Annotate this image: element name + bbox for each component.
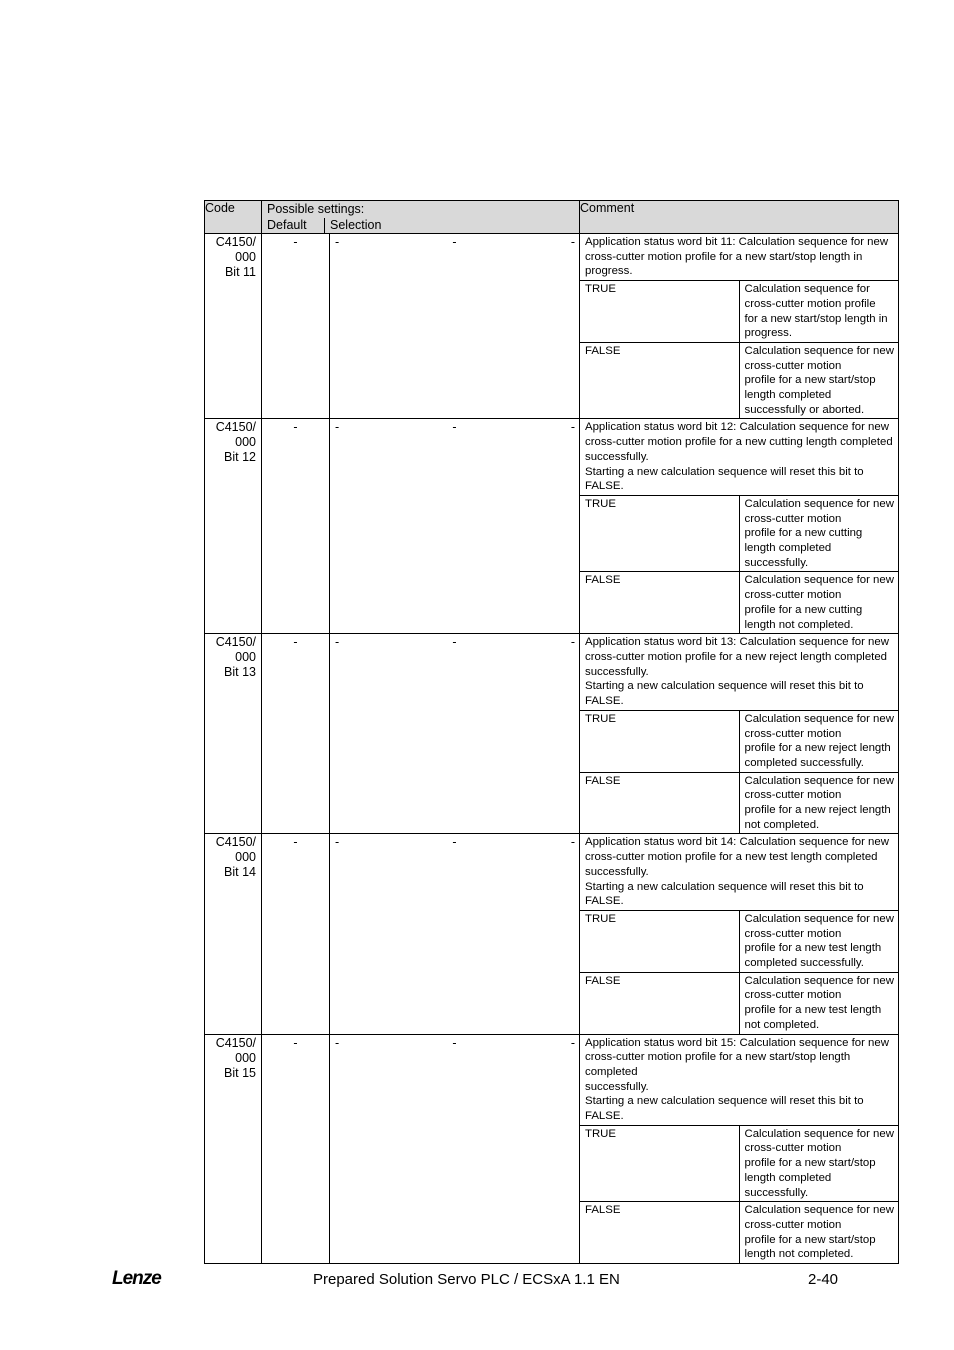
comment-description bbox=[580, 419, 898, 495]
comment-line: cross-cutter motion profile for a new start/stop length in progress. bbox=[585, 250, 863, 278]
true-line: profile for a new reject length completed successfully. bbox=[744, 742, 891, 769]
selection-cell: - bbox=[489, 1034, 580, 1264]
comment-line: Starting a new calculation sequence will reset this bit to FALSE. bbox=[585, 465, 864, 493]
false-line: profile for a new reject length not completed. bbox=[744, 804, 891, 831]
false-line: profile for a new cutting length not completed. bbox=[744, 603, 863, 631]
selection-cell: - bbox=[330, 419, 421, 634]
code-line: 000 bbox=[235, 650, 256, 665]
false-row bbox=[580, 342, 898, 418]
true-row bbox=[580, 495, 898, 572]
true-description bbox=[739, 910, 898, 972]
false-row bbox=[580, 1202, 898, 1263]
comment-table bbox=[580, 834, 898, 1033]
table-header-row bbox=[205, 201, 899, 234]
code-line: Bit 15 bbox=[224, 1065, 256, 1080]
true-line: profile for a new test length completed successfully. bbox=[744, 942, 882, 970]
code-cell bbox=[205, 1034, 262, 1264]
code-cell bbox=[205, 834, 262, 1034]
true-line: profile for a new cutting length completed bbox=[744, 527, 863, 555]
true-line: successfully. bbox=[744, 1186, 809, 1199]
comment-table bbox=[580, 1035, 898, 1264]
false-line: successfully or aborted. bbox=[744, 403, 865, 416]
false-line: Calculation sequence for new cross-cutter motion bbox=[744, 1204, 894, 1231]
code-line: 000 bbox=[235, 1050, 256, 1065]
comment-cell bbox=[580, 1034, 899, 1264]
true-line: Calculation sequence for new cross-cutter motion bbox=[744, 497, 894, 525]
selection-cell: - bbox=[489, 419, 580, 634]
true-label: TRUE bbox=[580, 910, 739, 972]
false-label: FALSE bbox=[580, 342, 739, 418]
false-label: FALSE bbox=[580, 572, 739, 633]
comment-line: successfully. bbox=[585, 1080, 649, 1093]
true-line: successfully. bbox=[744, 556, 809, 569]
code-line: C4150/ bbox=[215, 835, 256, 850]
selection-cell: - bbox=[421, 634, 489, 834]
false-description bbox=[739, 1202, 898, 1263]
selection-cell: - bbox=[421, 234, 489, 419]
selection-cell: - bbox=[489, 234, 580, 419]
header-default: Default bbox=[262, 218, 325, 233]
false-line: Calculation sequence for new cross-cutter motion bbox=[744, 974, 894, 1002]
code-line: C4150/ bbox=[215, 635, 256, 650]
code-line: Bit 13 bbox=[224, 665, 256, 680]
table-row bbox=[205, 834, 899, 1034]
comment-cell bbox=[580, 634, 899, 834]
selection-cell: - bbox=[330, 834, 421, 1034]
false-label: FALSE bbox=[580, 1202, 739, 1263]
footer-page-number: 2-40 bbox=[808, 1271, 839, 1288]
comment-line: successfully. bbox=[585, 865, 649, 878]
footer-document-title: Prepared Solution Servo PLC / ECSxA 1.1 EN bbox=[313, 1271, 620, 1288]
true-description bbox=[739, 1125, 898, 1202]
code-line: 000 bbox=[235, 250, 256, 264]
lenze-logo: Lenze bbox=[112, 1268, 161, 1289]
code-line: Bit 14 bbox=[224, 865, 256, 880]
selection-cell: - bbox=[330, 634, 421, 834]
default-cell: - bbox=[262, 634, 330, 834]
true-line: Calculation sequence for cross-cutter motion profile bbox=[744, 283, 876, 310]
comment-line: successfully. bbox=[585, 450, 649, 463]
true-label: TRUE bbox=[580, 281, 739, 343]
true-description bbox=[739, 710, 898, 772]
comment-description bbox=[580, 834, 898, 910]
header-comment: Comment bbox=[580, 201, 899, 234]
comment-line: Application status word bit 13: Calculation sequence for new bbox=[585, 636, 889, 649]
selection-cell: - bbox=[421, 834, 489, 1034]
comment-line: Starting a new calculation sequence will reset this bit to FALSE. bbox=[585, 1095, 864, 1123]
true-description bbox=[739, 281, 898, 343]
code-cell bbox=[205, 634, 262, 834]
code-line: C4150/ bbox=[215, 1035, 256, 1050]
true-line: Calculation sequence for new cross-cutter motion bbox=[744, 712, 894, 740]
header-possible-settings bbox=[262, 201, 580, 234]
code-line: Bit 11 bbox=[224, 265, 256, 279]
comment-line: Application status word bit 12: Calculation sequence for new bbox=[585, 421, 889, 434]
default-cell: - bbox=[262, 419, 330, 634]
selection-cell: - bbox=[421, 1034, 489, 1264]
header-selection: Selection bbox=[330, 218, 382, 232]
true-row bbox=[580, 710, 898, 772]
false-line: Calculation sequence for new cross-cutter motion bbox=[744, 574, 894, 602]
parameter-table bbox=[204, 200, 899, 1264]
true-row bbox=[580, 1125, 898, 1202]
code-line: Bit 12 bbox=[224, 450, 256, 465]
false-line: profile for a new test length not completed. bbox=[744, 1004, 882, 1031]
comment-line: cross-cutter motion profile for a new test length completed bbox=[585, 851, 878, 864]
true-row bbox=[580, 910, 898, 972]
selection-cell: - bbox=[489, 834, 580, 1034]
header-code: Code bbox=[205, 201, 262, 234]
comment-line: successfully. bbox=[585, 665, 649, 678]
comment-table bbox=[580, 234, 898, 418]
false-description bbox=[739, 342, 898, 418]
false-line: Calculation sequence for new cross-cutter motion bbox=[744, 774, 894, 802]
table-row bbox=[205, 234, 899, 419]
table-row bbox=[205, 1034, 899, 1264]
true-label: TRUE bbox=[580, 495, 739, 572]
comment-table bbox=[580, 634, 898, 833]
default-cell: - bbox=[262, 1034, 330, 1264]
comment-description bbox=[580, 634, 898, 710]
false-row bbox=[580, 572, 898, 633]
false-line: profile for a new start/stop length completed bbox=[744, 374, 876, 402]
true-line: profile for a new start/stop length completed bbox=[744, 1157, 876, 1184]
true-description bbox=[739, 495, 898, 572]
code-line: C4150/ bbox=[215, 420, 256, 435]
false-line: profile for a new start/stop length not completed. bbox=[744, 1233, 876, 1261]
code-line: 000 bbox=[235, 435, 256, 450]
comment-line: Starting a new calculation sequence will reset this bit to FALSE. bbox=[585, 880, 864, 908]
default-cell: - bbox=[262, 834, 330, 1034]
false-row bbox=[580, 972, 898, 1033]
table-row bbox=[205, 634, 899, 834]
true-label: TRUE bbox=[580, 710, 739, 772]
false-description bbox=[739, 572, 898, 633]
true-line: Calculation sequence for new cross-cutter motion bbox=[744, 912, 894, 940]
true-line: for a new start/stop length in progress. bbox=[744, 312, 888, 340]
selection-cell: - bbox=[489, 634, 580, 834]
table-row bbox=[205, 419, 899, 634]
comment-line: cross-cutter motion profile for a new reject length completed bbox=[585, 650, 887, 663]
comment-line: cross-cutter motion profile for a new start/stop length completed bbox=[585, 1051, 851, 1078]
true-row bbox=[580, 281, 898, 343]
default-cell: - bbox=[262, 234, 330, 419]
selection-cell: - bbox=[421, 419, 489, 634]
comment-description bbox=[580, 1035, 898, 1126]
false-line: Calculation sequence for new cross-cutter motion bbox=[744, 344, 894, 372]
comment-line: Application status word bit 11: Calculation sequence for new bbox=[585, 236, 889, 248]
false-label: FALSE bbox=[580, 972, 739, 1033]
comment-cell bbox=[580, 419, 899, 634]
header-possible-settings-label: Possible settings: bbox=[267, 202, 365, 216]
comment-line: Application status word bit 14: Calculation sequence for new bbox=[585, 836, 889, 849]
comment-line: cross-cutter motion profile for a new cutting length completed bbox=[585, 436, 893, 449]
comment-line: Application status word bit 15: Calculation sequence for new bbox=[585, 1036, 889, 1049]
selection-cell: - bbox=[330, 1034, 421, 1264]
comment-cell bbox=[580, 834, 899, 1034]
code-cell bbox=[205, 234, 262, 419]
selection-cell: - bbox=[330, 234, 421, 419]
false-description bbox=[739, 772, 898, 833]
comment-description bbox=[580, 234, 898, 281]
comment-table bbox=[580, 419, 898, 633]
comment-line: Starting a new calculation sequence will reset this bit to FALSE. bbox=[585, 680, 864, 708]
code-line: 000 bbox=[235, 850, 256, 865]
true-line: Calculation sequence for new cross-cutter motion bbox=[744, 1127, 894, 1155]
true-label: TRUE bbox=[580, 1125, 739, 1202]
false-row bbox=[580, 772, 898, 833]
code-line: C4150/ bbox=[215, 235, 256, 249]
false-label: FALSE bbox=[580, 772, 739, 833]
false-description bbox=[739, 972, 898, 1033]
comment-cell bbox=[580, 234, 899, 419]
code-cell bbox=[205, 419, 262, 634]
